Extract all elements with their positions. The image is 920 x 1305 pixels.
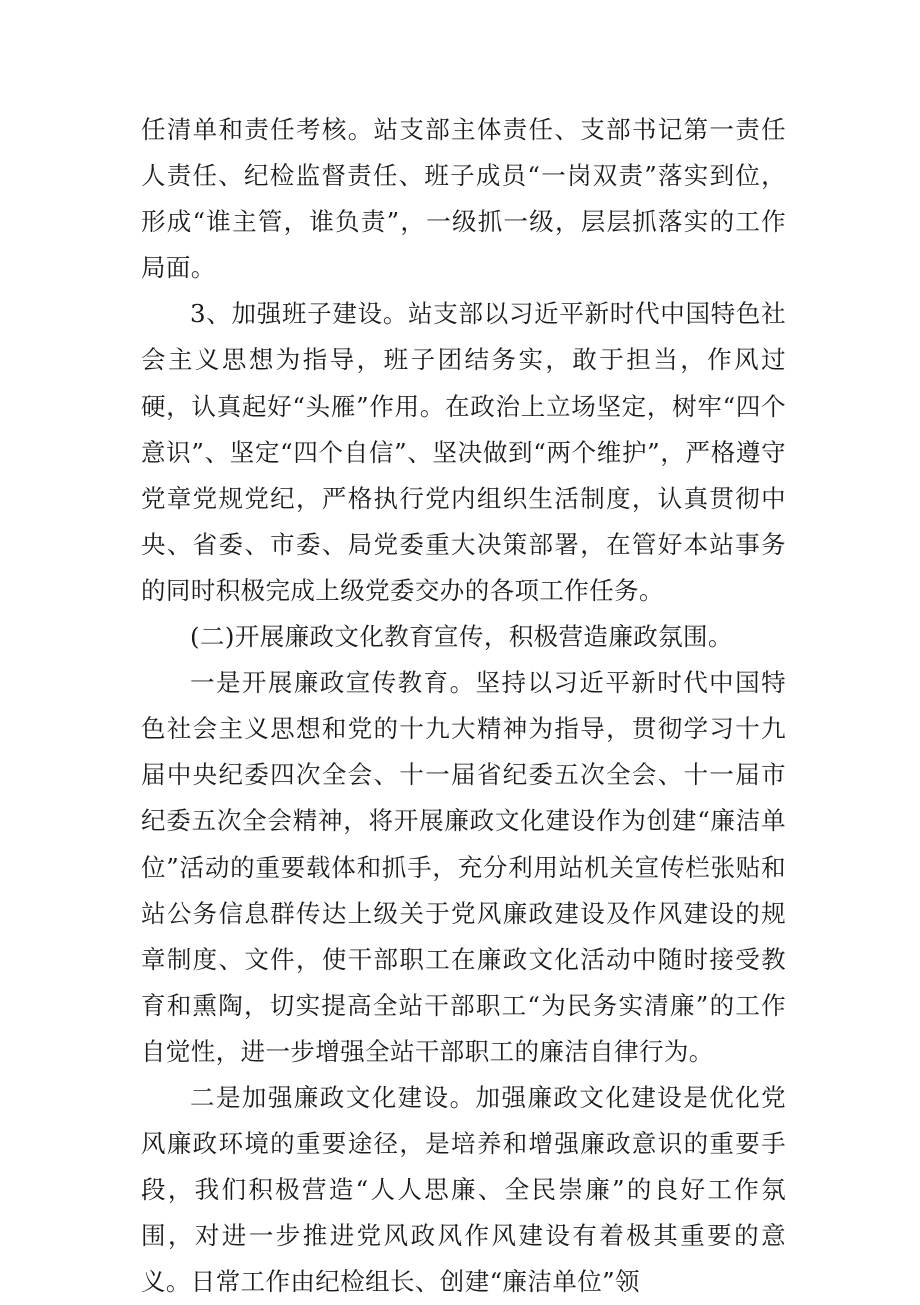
paragraph-continuation: 任清单和责任考核。站支部主体责任、支部书记第一责任人责任、纪检监督责任、班子成员“一岗双责”落实到位，形成“谁主管，谁负责”，一级抓一级，层层抓落实的工作局面。	[141, 115, 786, 283]
paragraph-integrity-education: 一是开展廉政宣传教育。坚持以习近平新时代中国特色社会主义思想和党的十九大精神为指导，贯彻学习十九届中央纪委四次全会、十一届省纪委五次全会、十一届市纪委五次全会精神，将开展廉政文化建设作为创建“廉洁单位”活动的重要载体和抓手，充分利用站机关宣传栏张贴和站公务信息群传达上级关于党风廉政建设及作风建设的规章制度、文件，使干部职工在廉政文化活动中随时接受教育和熏陶，切实提高全站干部职工“为民务实清廉”的工作自觉性，进一步增强全站干部职工的廉洁自律行为。	[141, 668, 786, 1066]
paragraph-integrity-culture-building: 二是加强廉政文化建设。加强廉政文化建设是优化党风廉政环境的重要途径，是培养和增强廉政意识的重要手段，我们积极营造“人人思廉、全民崇廉”的良好工作氛围，对进一步推进党风政风作风建设有着极其重要的意义。日常工作由纪检组长、创建“廉洁单位”领	[141, 1082, 786, 1297]
paragraph-team-building: 3、加强班子建设。站支部以习近平新时代中国特色社会主义思想为指导，班子团结务实，敢于担当，作风过硬，认真起好“头雁”作用。在政治上立场坚定，树牢“四个意识”、坚定“四个自信”、坚决做到“两个维护”，严格遵守党章党规党纪，严格执行党内组织生活制度，认真贯彻中央、省委、市委、局党委重大决策部署，在管好本站事务的同时积极完成上级党委交办的各项工作任务。	[141, 299, 786, 605]
document-body	[141, 107, 786, 1305]
section-heading-integrity-culture: (二)开展廉政文化教育宣传，积极营造廉政氛围。	[190, 622, 733, 652]
